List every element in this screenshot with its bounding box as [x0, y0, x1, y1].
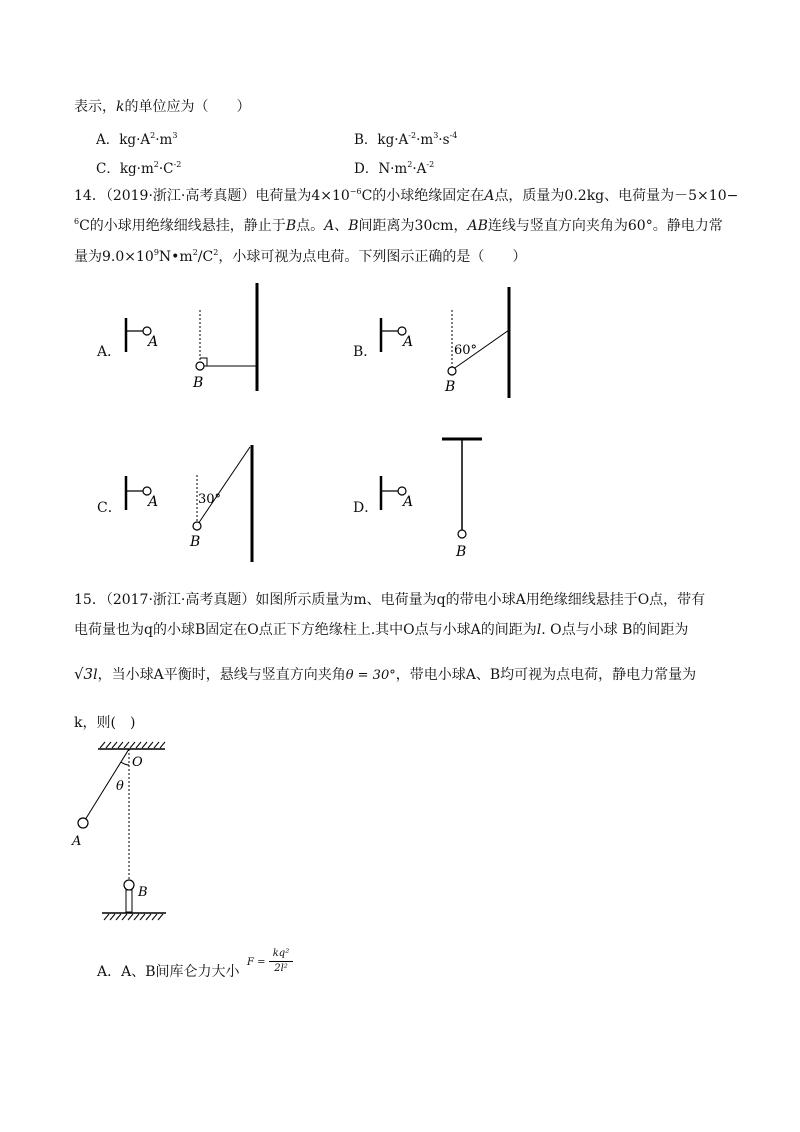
label-point-b: B: [190, 534, 201, 550]
insulating-pillar: [126, 890, 132, 912]
q14-fig-d-label: D．: [353, 500, 379, 516]
angle-arc: [121, 762, 129, 765]
q15-formula-numerator: kq²: [272, 948, 290, 959]
q15-stem-line1: 15．（2017·浙江·高考真题）如图所示质量为m、电荷量为q的带电小球A用绝缘细线悬挂于O点，带有: [74, 592, 706, 608]
ceiling-hatch: [100, 742, 165, 748]
q15-stem-line3: √3l，当小球A平衡时，悬线与竖直方向夹角θ = 30°，带电小球A、B均可视为点电荷，静电力常量为: [74, 665, 697, 683]
label-point-b: B: [138, 885, 148, 900]
q14-figure-a: [120, 280, 270, 395]
q14-figure-d: [375, 430, 495, 565]
q15-formula-denominator: 2l²: [274, 963, 288, 974]
ball-b: [448, 367, 456, 375]
q15-stem-line4: k，则( ): [74, 715, 136, 731]
q15-formula-fraction-bar: [269, 961, 293, 962]
ball-a: [78, 818, 88, 828]
label-theta: θ: [116, 779, 124, 794]
q15-stem-line2: 电荷量也为q的小球B固定在O点正下方绝缘柱上.其中O点与小球A的间距为l. O点与小球 B的间距为: [74, 622, 689, 638]
label-point-a: A: [403, 334, 414, 350]
q14-figure-b: [375, 280, 525, 405]
q13-option-d: D．$N\cdot m^2\cdot A^{-2}$: [354, 160, 435, 177]
label-point-a: A: [148, 494, 159, 510]
angle-label-60: 60°: [454, 343, 478, 358]
ball-b: [458, 530, 466, 538]
label-point-b: B: [445, 379, 456, 395]
q14-fig-a-label: A．: [97, 344, 122, 360]
q14-stem-line3: 量为$9.0\times 10^9N•m^2/C^2$，小球可视为点电荷。下列图示正确的是（ ）: [74, 248, 527, 265]
label-point-b: B: [456, 544, 467, 560]
label-point-a: A: [403, 494, 414, 510]
sqrt3-symbol: √3: [74, 665, 94, 683]
q14-stem-line2: $^6$C的小球用绝缘细线悬挂，静止于B点。A、B间距离为30cm，AB连线与竖直方向夹角为60°。静电力常: [74, 217, 723, 234]
q13-option-a: A．$kg\cdot A^2\cdot m^3$: [96, 131, 178, 148]
q14-stem-line1: 14．（2019·浙江·高考真题）电荷量为$4\times 10^{-6}C$的小球绝缘固定在A点，质量为0.2kg、电荷量为－5×10−: [74, 187, 739, 204]
label-point-b: B: [193, 375, 204, 391]
angle-label-30: 30°: [198, 492, 222, 507]
label-point-a: A: [148, 334, 159, 350]
floor-hatch: [104, 914, 163, 920]
label-point-o: O: [132, 755, 143, 770]
label-point-a: A: [72, 834, 82, 849]
q15-formula-f: F =: [247, 957, 266, 968]
theta-equation: θ = 30°: [345, 668, 396, 683]
q15-option-a-text: A．A、B间库仑力大小: [97, 964, 240, 980]
q14-fig-c-label: C．: [97, 500, 122, 516]
q13-option-c: C．$kg\cdot m^2\cdot C^{-2}$: [96, 160, 182, 177]
q13-stem-tail: [74, 97, 250, 117]
q13-text-suffix: 的单位应为（ ）: [124, 99, 251, 115]
q15-figure: [68, 738, 178, 928]
q14-fig-b-label: B．: [353, 344, 378, 360]
ball-b: [124, 880, 134, 890]
string-inclined: [198, 447, 250, 524]
q14-figure-c: [120, 440, 270, 565]
ball-b: [196, 362, 204, 370]
q13-text-prefix: 表示，: [74, 99, 116, 115]
q13-k-symbol: k: [116, 99, 125, 115]
q13-option-b: B．$kg\cdot A^{-2}\cdot m^3\cdot s^{-4}$: [354, 131, 458, 148]
ball-b: [193, 522, 201, 530]
